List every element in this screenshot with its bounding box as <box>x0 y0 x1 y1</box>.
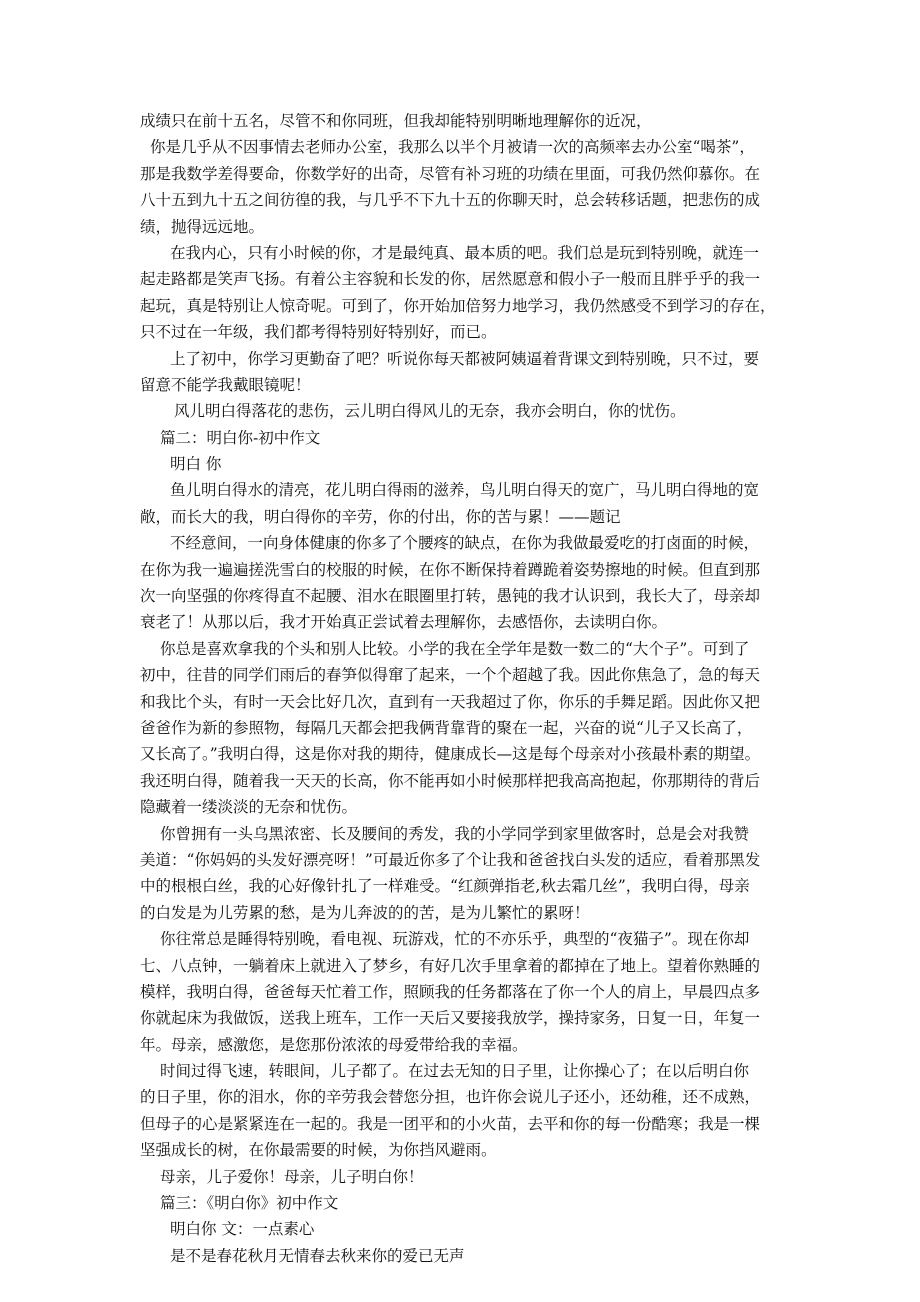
text-line: 模样，我明白得，爸爸每天忙着工作，照顾我的任务都落在了你一个人的肩上，早晨四点多 <box>140 982 761 1001</box>
text-line: 那是我数学差得要命，你数学好的出奇，尽管有补习班的功绩在里面，可我仍然仰慕你。在 <box>140 164 761 183</box>
document-body <box>140 108 790 1269</box>
text-line: 明白 你 <box>170 455 222 474</box>
text-line: 隐藏着一缕淡淡的无奈和忧伤。 <box>140 798 358 817</box>
text-line: 上了初中，你学习更勤奋了吧？听说你每天都被阿姨逼着背课文到特别晚，只不过，要 <box>170 349 760 368</box>
text-line: 篇二：明白你-初中作文 <box>160 428 321 447</box>
text-line: 年。母亲，感激您，是您那份浓浓的母爱带给我的幸福。 <box>140 1035 528 1054</box>
text-line: 我还明白得，随着我一天天的长高，你不能再如小时候那样把我高高抱起，你那期待的背后 <box>140 771 761 790</box>
text-line: 明白你 文：一点素心 <box>170 1220 315 1239</box>
text-line: 风儿明白得落花的悲伤，云儿明白得风儿的无奈，我亦会明白，你的忧伤。 <box>174 402 686 421</box>
text-line: 篇三：《明白你》初中作文 <box>160 1194 339 1213</box>
text-line: 成绩只在前十五名，尽管不和你同班，但我却能特别明晰地理解你的近况， <box>140 112 652 130</box>
text-line: 中的根根白丝，我的心好像针扎了一样难受。“红颜弹指老,秋去霜几丝”，我明白得，母亲 <box>140 877 750 896</box>
text-line: 初中，往昔的同学们雨后的春笋似得窜了起来，一个个超越了我。因此你焦急了，急的每天 <box>140 666 761 685</box>
text-line: 的日子里，你的泪水，你的辛劳我会替您分担，也许你会说儿子还小，还幼稚，还不成熟， <box>140 1088 761 1107</box>
text-line: 的白发是为儿劳累的愁，是为儿奔波的的苦，是为儿繁忙的累呀！ <box>140 903 590 922</box>
text-line: 在我内心，只有小时候的你，才是最纯真、最本质的吧。我们总是玩到特别晚，就连一 <box>170 243 760 262</box>
text-line: 衰老了！从那以后，我才开始真正尝试着去理解你，去感悟你，去读明白你。 <box>140 613 668 632</box>
text-line: 次一向坚强的你疼得直不起腰、泪水在眼圈里打转，愚钝的我才认识到，我长大了，母亲却 <box>140 587 761 606</box>
text-line: 但母子的心是紧紧连在一起的。我是一团平和的小火苗，去平和你的每一份酷寒；我是一棵 <box>140 1114 761 1133</box>
text-line: 起走路都是笑声飞扬。有着公主容貌和长发的你，居然愿意和假小子一般而且胖乎乎的我一 <box>140 270 761 289</box>
text-line: 敞，而长大的我，明白得你的辛劳，你的付出，你的苦与累！——题记 <box>140 507 621 526</box>
text-line: 你往常总是睡得特别晚，看电视、玩游戏，忙的不亦乐乎，典型的“夜猫子”。现在你却 <box>160 930 750 949</box>
text-line: 只不过在一年级，我们都考得特别好特别好，而已。 <box>140 323 497 342</box>
text-line: 你是几乎从不因事情去老师办公室，我那么以半个月被请一次的高频率去办公室“喝茶”， <box>150 138 755 157</box>
text-line: 坚强成长的树，在你最需要的时候，为你挡风避雨。 <box>140 1141 497 1160</box>
text-line: 八十五到九十五之间彷徨的我，与几乎不下九十五的你聊天时，总会转移话题，把悲伤的成 <box>140 191 761 210</box>
text-line: 鱼儿明白得水的清亮，花儿明白得雨的滋养，鸟儿明白得天的宽广，马儿明白得地的宽 <box>170 481 760 500</box>
text-line: 留意不能学我戴眼镜呢！ <box>140 375 311 394</box>
text-line: 七、八点钟，一躺着床上就进入了梦乡，有好几次手里拿着的都掉在了地上。望着你熟睡的 <box>140 956 761 975</box>
text-line: 你总是喜欢拿我的个头和别人比较。小学的我在全学年是数一数二的“大个子”。可到了 <box>160 639 750 658</box>
text-line: 是不是春花秋月无情春去秋来你的爱已无声 <box>170 1246 465 1265</box>
text-line: 爸爸作为新的参照物，每隔几天都会把我俩背靠背的聚在一起，兴奋的说“儿子又长高了， <box>140 718 753 737</box>
text-line: 不经意间，一向身体健康的你多了个腰疼的缺点，在你为我做最爱吃的打卤面的时候， <box>170 534 760 553</box>
text-line: 和我比个头，有时一天会比好几次，直到有一天我超过了你，你乐的手舞足蹈。因此你又把 <box>140 692 761 711</box>
text-line: 你曾拥有一头乌黑浓密、长及腰间的秀发，我的小学同学到家里做客时，总是会对我赞 <box>160 824 750 843</box>
text-line: 你就起床为我做饭，送我上班车，工作一天后又要接我放学，操持家务，日复一日，年复一 <box>140 1009 761 1028</box>
text-line: 时间过得飞速，转眼间，儿子都了。在过去无知的日子里，让你操心了；在以后明白你 <box>160 1062 750 1081</box>
text-line: 绩，抛得远远地。 <box>140 217 265 236</box>
text-line: 美道：“你妈妈的头发好漂亮呀！”可最近你多了个让我和爸爸找白头发的适应，看着那黑发 <box>140 850 761 869</box>
text-line: 母亲，儿子爱你！母亲，儿子明白你！ <box>160 1167 424 1186</box>
text-line: 在你为我一遍遍搓洗雪白的校服的时候，在你不断保持着蹲跪着姿势擦地的时候。但直到那 <box>140 560 761 579</box>
text-line: 起玩，真是特别让人惊奇呢。可到了，你开始加倍努力地学习，我仍然感受不到学习的存在， <box>140 296 776 315</box>
text-line: 又长高了。”我明白得，这是你对我的期待，健康成长—这是每个母亲对小孩最朴素的期望。 <box>140 745 761 764</box>
